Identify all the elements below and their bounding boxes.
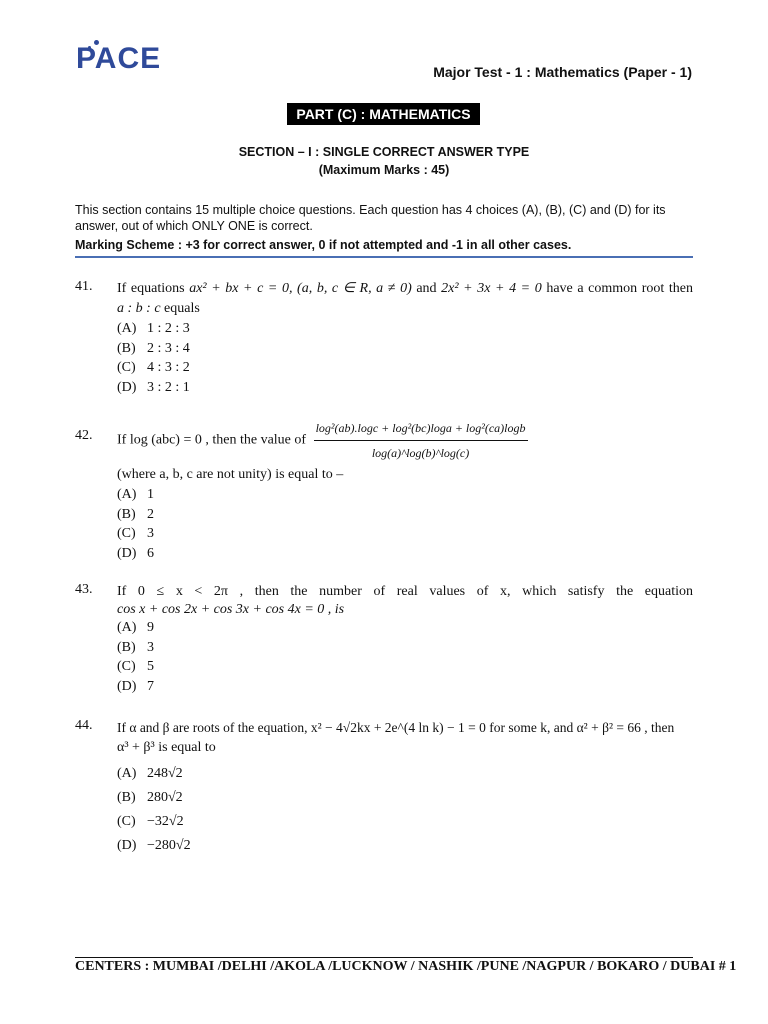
- section-marks: (Maximum Marks : 45): [318, 163, 450, 177]
- option-b: (B) 280√2: [117, 790, 183, 805]
- option-b: (B) 3: [117, 639, 154, 655]
- equation: 2x² + 3x + 4 = 0: [441, 281, 542, 296]
- option-c: (C) 4 : 3 : 2: [117, 360, 190, 375]
- question-number: 42.: [75, 428, 93, 443]
- section-divider: [75, 256, 693, 258]
- test-title: Major Test - 1 : Mathematics (Paper - 1): [433, 64, 692, 80]
- question-number: 43.: [75, 582, 93, 597]
- question-number: 41.: [75, 279, 93, 294]
- option-a: (A) 1: [117, 487, 154, 502]
- question-text: If 0 ≤ x < 2π , then the number of real values of x, which satisfy the equation cos x + cos 2x + cos 3x + cos 4x = 0 , is (A) 9 (B) 3 (C) 5 (D) 7: [117, 582, 693, 696]
- footer-centers: CENTERS : MUMBAI /DELHI /AKOLA /LUCKNOW / NASHIK /PUNE /NAGPUR / BOKARO / DUBAI # 1: [75, 959, 737, 974]
- question-text: If equations ax² + bx + c = 0, (a, b, c ∈ R, a ≠ 0) and 2x² + 3x + 4 = 0 have a common root then a : b : c equals (A) 1 : 2 : 3 (B) 2 : 3 : 4 (C) 4 : 3 : 2 (D) 3 : 2 : 1: [117, 279, 693, 397]
- option-d: (D) 6: [117, 545, 154, 561]
- question-text: If log (abc) = 0 , then the value of $\frac{\text{log²(ab).logc + log²(bc)loga + log²(ca)logb}}{\log(a)\^{}\log(b)\^{}\log(c)}$ (where a, b, c are not unity) is equal to – (A) 1 (B) 2 (C) 3 (D) 6: [117, 418, 693, 563]
- option-c: (C) 3: [117, 526, 154, 541]
- section-title: SECTION – I : SINGLE CORRECT ANSWER TYPE: [238, 145, 530, 159]
- pace-logo: PACE: [76, 42, 162, 75]
- section-instructions: This section contains 15 multiple choice questions. Each question has 4 choices (A), (B), (C) and (D) for its answer, out of which ONLY ONE is correct.: [75, 203, 666, 233]
- footer-divider: [75, 957, 693, 958]
- option-d: (D) 7: [117, 678, 154, 694]
- option-a: (A) 248√2: [117, 766, 183, 781]
- fraction-expression: $\frac{\text{log²(ab).logc + log²(bc)loga + log²(ca)logb}}{\log(a)\^{}\log(b)\^{}\log(c)}$: [314, 418, 528, 463]
- option-a: (A) 1 : 2 : 3: [117, 321, 190, 336]
- option-d: (D) 3 : 2 : 1: [117, 379, 190, 395]
- option-d: (D) −280√2: [117, 838, 191, 853]
- marking-scheme: Marking Scheme : +3 for correct answer, 0 if not attempted and -1 in all other cases.: [75, 238, 572, 252]
- part-title: PART (C) : MATHEMATICS: [287, 103, 480, 125]
- option-c: (C) 5: [117, 659, 154, 674]
- question-text: If α and β are roots of the equation, x² − 4√2kx + 2e^(4 ln k) − 1 = 0 for some k, and α² + β² = 66 , then α³ + β³ is equal to (A) 248√2 (B) 280√2 (C) −32√2 (D) −280√2: [117, 718, 693, 858]
- option-a: (A) 9: [117, 620, 154, 635]
- question-number: 44.: [75, 718, 93, 733]
- equation: cos x + cos 2x + cos 3x + cos 4x = 0 , is: [117, 602, 345, 617]
- equation: ax² + bx + c = 0, (a, b, c ∈ R, a ≠ 0): [189, 281, 412, 296]
- option-b: (B) 2 : 3 : 4: [117, 340, 190, 356]
- option-b: (B) 2: [117, 506, 154, 522]
- option-c: (C) −32√2: [117, 814, 184, 829]
- ratio-expression: a : b : c: [117, 301, 161, 316]
